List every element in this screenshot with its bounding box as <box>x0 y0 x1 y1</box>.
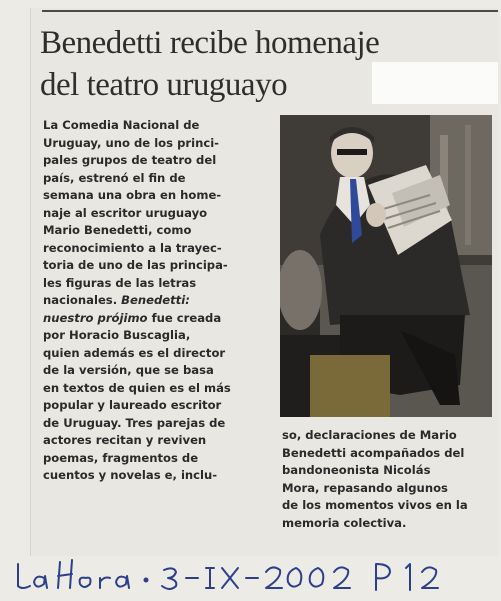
photo-benedetti-reading <box>280 115 492 417</box>
body-line: Uruguay, uno de los princi- <box>43 135 219 150</box>
body-line: bandoneonista Nicolás <box>282 463 431 477</box>
article-body-right-column <box>282 427 494 532</box>
blank-paper-patch <box>372 62 498 104</box>
body-line: de la versión, que se basa <box>43 363 214 377</box>
body-line: por Horacio Buscaglia, <box>43 328 191 342</box>
body-line: La Comedia Nacional de <box>43 118 200 132</box>
body-line <box>43 292 271 310</box>
body-line: poemas, fragmentos de <box>43 450 199 465</box>
photo-man-reading-newspaper-icon <box>280 115 492 417</box>
body-line <box>43 310 271 328</box>
body-line: semana una obra en home- <box>43 188 222 202</box>
body-line: cuentos y novelas e, inclu- <box>43 468 218 482</box>
body-line: en textos de quien es el más <box>43 380 231 395</box>
body-line: quien además es el director <box>43 345 226 360</box>
body-line: actores recitan y reviven <box>43 433 207 447</box>
body-line: Mario Benedetti, como <box>43 223 192 237</box>
top-rule <box>42 10 498 12</box>
body-line: de Uruguay. Tres parejas de <box>43 415 226 430</box>
body-line: memoria colectiva. <box>282 515 407 530</box>
body-line: pales grupos de teatro del <box>43 153 217 167</box>
handwriting-pen-icon <box>14 552 494 596</box>
headline-line-2: del teatro uruguayo <box>40 67 288 103</box>
body-line: popular y laureado escritor <box>43 398 222 412</box>
body-line: reconocimiento a la trayec- <box>43 240 222 255</box>
body-line: país, estrenó el fin de <box>43 170 186 185</box>
body-line: naje al escritor uruguayo <box>43 205 208 220</box>
article-body-left-column <box>43 117 271 485</box>
body-line: Benedetti acompañados del <box>282 445 465 460</box>
body-line: Mora, repasando algunos <box>282 480 448 495</box>
handwritten-source-note <box>14 552 494 596</box>
body-text: nacionales. <box>43 293 118 307</box>
body-line: so, declaraciones de Mario <box>282 428 457 442</box>
body-line: toria de uno de las principa- <box>43 258 228 272</box>
headline <box>40 22 380 106</box>
play-title-part-1: Benedetti: <box>121 293 190 307</box>
body-text: fue creada <box>151 310 222 325</box>
play-title-part-2: nuestro prójimo <box>43 310 148 325</box>
body-line: de los momentos vivos en la <box>282 498 468 512</box>
headline-line-1: Benedetti recibe homenaje <box>40 25 380 61</box>
body-line: les figuras de las letras <box>43 275 197 290</box>
